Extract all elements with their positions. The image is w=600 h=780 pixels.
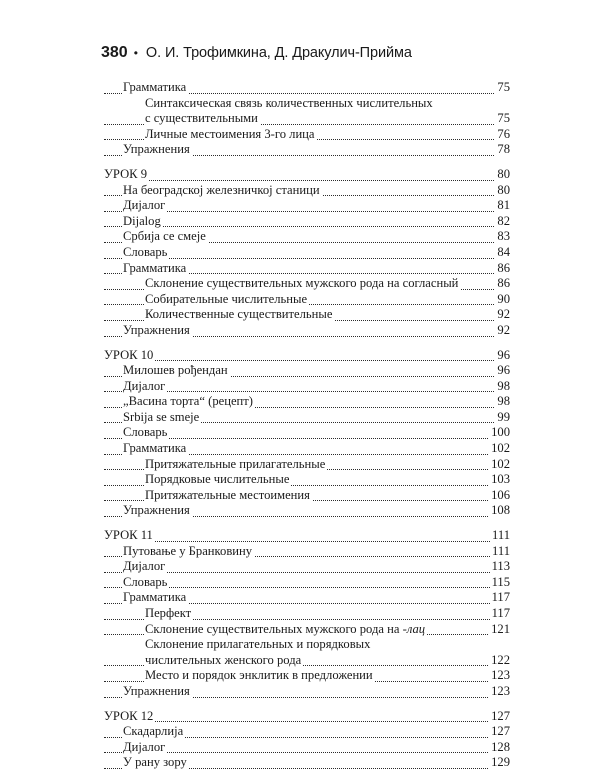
toc-entry: [104, 684, 510, 700]
toc-entry-title: Грамматика: [123, 80, 187, 94]
toc-entry-page: 127: [491, 724, 510, 739]
toc-entry-page: 127: [491, 708, 510, 723]
toc-entry-page: 115: [491, 574, 510, 589]
toc-entry: [104, 80, 510, 96]
toc-entry: [104, 323, 510, 339]
toc-entry-title: числительных женского рода: [145, 652, 302, 667]
toc-entry-title: Личные местоимения 3-го лица: [145, 126, 315, 141]
toc-entry-title: Словарь: [123, 244, 168, 259]
toc-entry-page: 92: [497, 307, 510, 322]
toc-entry-page: 117: [491, 590, 510, 605]
toc-entry: [104, 488, 510, 504]
page-number: 380: [101, 44, 128, 61]
toc-entry-title: Дијалог: [123, 378, 166, 393]
toc-entry: [104, 544, 510, 560]
toc-entry-page: 128: [491, 739, 510, 754]
toc-entry: [104, 622, 510, 638]
toc-entry: [104, 292, 510, 308]
toc-entry-page: 90: [497, 291, 510, 306]
toc-entry-title: Дијалог: [123, 739, 166, 754]
toc-entry-title: Дијалог: [123, 559, 166, 574]
toc-entry: [104, 472, 510, 488]
toc-entry-title: [145, 622, 427, 636]
toc-entry-title: Словарь: [123, 425, 168, 440]
toc-entry: [104, 425, 510, 441]
toc-entry: [104, 198, 510, 214]
toc-entry-title: Dijalog: [123, 213, 161, 228]
toc-entry-title: Место и порядок энклитик в предложении: [145, 668, 373, 683]
toc-entry-title: УРОК 11: [104, 528, 153, 543]
toc-entry-title-text: Склонение существительных мужского рода на: [145, 621, 400, 636]
toc-entry: [104, 142, 510, 158]
toc-entry: [104, 214, 510, 230]
toc-entry-page: 129: [491, 755, 510, 770]
toc-entry-title: Милошев рођендан: [123, 363, 228, 378]
toc-entry-page: 83: [497, 229, 510, 244]
toc-entry: [104, 348, 510, 364]
toc-entry-page: 80: [497, 182, 510, 197]
toc-entry-title: Дијалог: [123, 198, 166, 213]
toc-entry-page: 98: [497, 378, 510, 393]
toc-entry: [104, 307, 510, 323]
toc-entry: [104, 709, 510, 725]
toc-entry: [104, 441, 510, 457]
toc-entry-page: 122: [491, 652, 510, 667]
toc-section-lesson-9: [104, 167, 510, 339]
toc-entry-title: Синтаксическая связь количественных числительных: [145, 95, 433, 110]
toc-entry-title: Скадарлија: [123, 724, 184, 739]
toc-entry-page: 106: [491, 487, 510, 502]
toc-section-lesson-12: [104, 709, 510, 771]
toc-entry: [104, 740, 510, 756]
toc-entry-page: 123: [491, 668, 510, 683]
toc-entry: [104, 575, 510, 591]
toc-entry-page: 117: [491, 606, 510, 620]
toc-entry: [104, 503, 510, 519]
toc-entry-title-italic: -лац: [402, 621, 426, 636]
toc-entry: [104, 590, 510, 606]
bullet-separator: •: [133, 46, 138, 60]
toc-entry-title: Притяжательные местоимения: [145, 487, 310, 502]
toc-entry: [104, 410, 510, 426]
toc-entry-title: с существительными: [145, 111, 258, 126]
toc-entry: [104, 229, 510, 245]
toc-entry: [104, 653, 510, 669]
toc-entry-title: Склонение существительных мужского рода на согласный: [145, 276, 459, 291]
toc-entry-page: 102: [491, 441, 510, 456]
toc-entry-title: Перфект: [145, 606, 192, 620]
toc-entry: [104, 668, 510, 684]
table-of-contents: [104, 80, 510, 780]
toc-entry-title: УРОК 10: [104, 347, 154, 362]
toc-entry: [104, 111, 510, 127]
toc-entry-page: 99: [497, 409, 510, 424]
toc-entry: [104, 379, 510, 395]
toc-entry-title: Упражнения: [123, 503, 190, 518]
toc-entry-title: Грамматика: [123, 260, 187, 275]
toc-entry-title: У рану зору: [123, 755, 187, 770]
toc-entry: [104, 637, 510, 653]
toc-entry-title: Собирательные числительные: [145, 291, 308, 306]
toc-entry: [104, 394, 510, 410]
page-header: [101, 44, 520, 62]
toc-entry: [104, 276, 510, 292]
toc-entry-title: Порядковые числительные: [145, 472, 290, 487]
toc-entry-page: 96: [497, 363, 510, 378]
toc-entry-page: 100: [491, 425, 510, 440]
toc-entry: [104, 755, 510, 771]
toc-entry-page: 98: [497, 394, 510, 409]
toc-entry: [104, 724, 510, 740]
toc-entry: [104, 245, 510, 261]
toc-entry-page: 111: [492, 528, 510, 543]
toc-entry-page: 121: [491, 621, 510, 636]
toc-entry-title: Србија се смеје: [123, 229, 206, 244]
toc-entry-title: Упражнения: [123, 142, 190, 157]
toc-entry-page: 75: [497, 111, 510, 126]
toc-entry: [104, 363, 510, 379]
toc-entry-page: 86: [497, 276, 510, 291]
toc-entry-page: 103: [491, 472, 510, 487]
toc-entry: [104, 528, 510, 544]
toc-entry-page: 96: [497, 347, 510, 362]
toc-entry-page: 78: [497, 142, 510, 157]
toc-entry-title: УРОК 9: [104, 166, 148, 181]
toc-entry-page: 111: [492, 543, 510, 558]
toc-entry-title: Словарь: [123, 574, 168, 589]
toc-entry: [104, 183, 510, 199]
toc-entry-page: 75: [497, 80, 510, 94]
toc-entry-title: Путовање у Бранковину: [123, 543, 253, 558]
toc-entry-page: 92: [497, 322, 510, 337]
toc-entry-page: 81: [497, 198, 510, 213]
toc-entry: [104, 457, 510, 473]
toc-entry-title: Srbija se smeje: [123, 409, 200, 424]
toc-entry: [104, 127, 510, 143]
toc-entry-page: 113: [491, 559, 510, 574]
running-title: О. И. Трофимкина, Д. Дракулич-Прийма: [145, 45, 412, 61]
toc-entry-title: Грамматика: [123, 590, 187, 605]
toc-entry-title: Грамматика: [123, 441, 187, 456]
toc-entry-title: „Васина торта“ (рецепт): [123, 394, 253, 409]
toc-entry-title: Склонение прилагательных и порядковых: [145, 637, 371, 652]
toc-entry-page: 84: [497, 244, 510, 259]
toc-entry: [104, 559, 510, 575]
toc-entry-page: 108: [491, 503, 510, 518]
toc-entry-title: Количественные существительные: [145, 307, 333, 322]
toc-section-grammar-continued: [104, 80, 510, 158]
toc-entry: [104, 167, 510, 183]
toc-entry-page: 123: [491, 683, 510, 698]
toc-entry-title: Упражнения: [123, 683, 190, 698]
toc-section-lesson-10: [104, 348, 510, 520]
toc-entry-page: 102: [491, 456, 510, 471]
toc-entry-page: 80: [497, 166, 510, 181]
toc-entry-page: 76: [497, 126, 510, 141]
toc-entry-title: На београдској железничкој станици: [123, 182, 320, 197]
toc-entry: [104, 261, 510, 277]
toc-entry-title: Притяжательные прилагательные: [145, 456, 326, 471]
toc-section-lesson-11: [104, 528, 510, 700]
toc-entry: [104, 96, 510, 112]
toc-entry: [104, 606, 510, 622]
toc-entry-title: Упражнения: [123, 322, 190, 337]
toc-entry-page: 86: [497, 260, 510, 275]
toc-entry-page: 82: [497, 213, 510, 228]
toc-entry-title: УРОК 12: [104, 708, 154, 723]
